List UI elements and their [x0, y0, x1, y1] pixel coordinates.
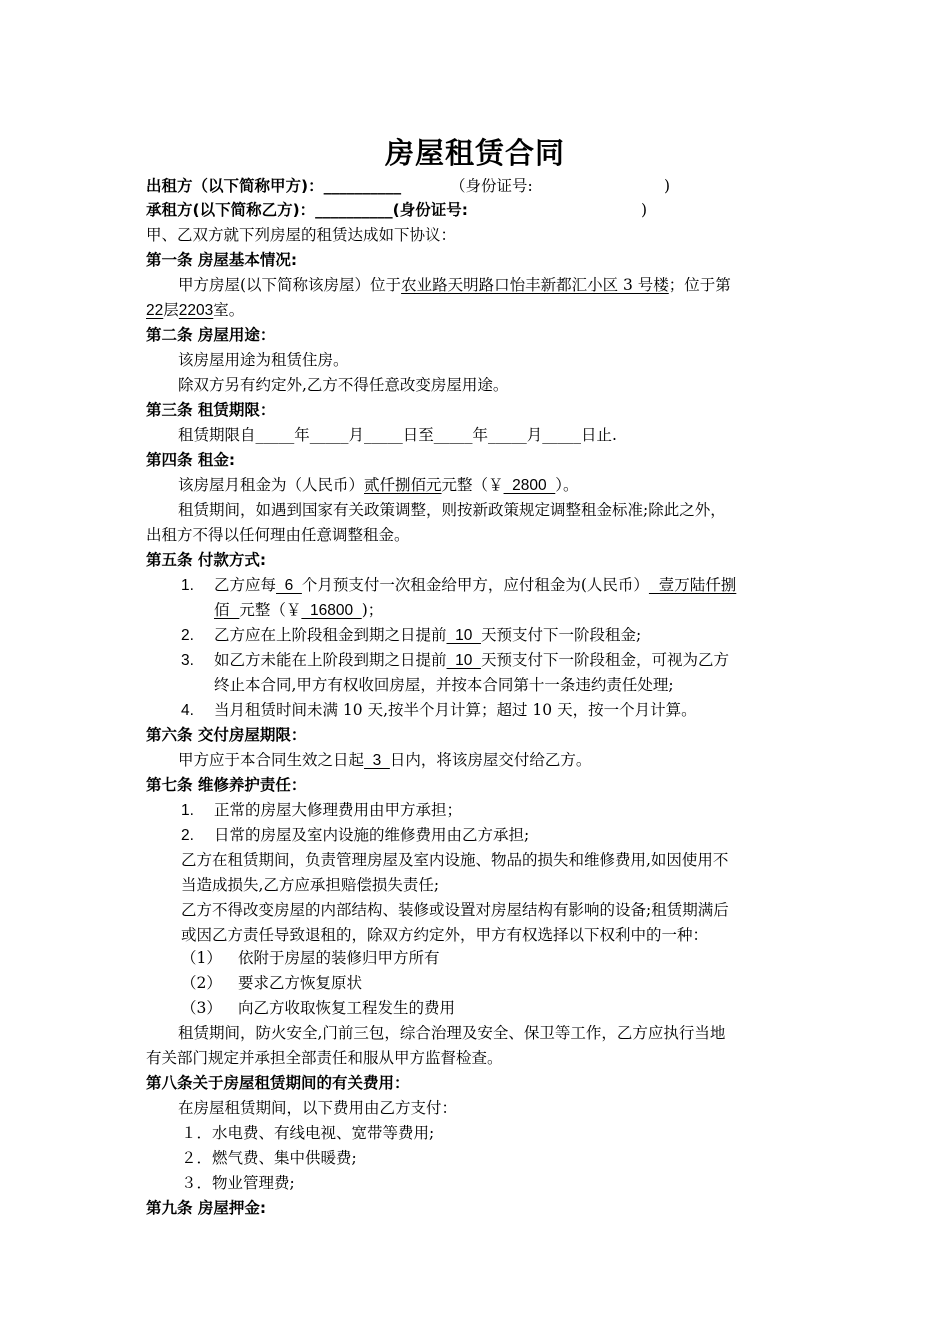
total-in-words-cont: 佰 — [214, 601, 240, 619]
option-number: （3） — [181, 999, 222, 1017]
room-number: 2203 — [178, 302, 214, 319]
party-a-id — [450, 174, 533, 199]
article-4-heading: 第四条 租金: — [146, 451, 236, 469]
total-amount: 16800 — [301, 602, 362, 619]
total-in-words: 壹万陆仟捌 — [648, 576, 737, 594]
text: 日内，将该房屋交付给乙方。 — [389, 751, 592, 769]
article-8-item-1: １．水电费、有线电视、宽带等费用; — [181, 1124, 435, 1142]
article-7-p1a: 乙方在租赁期间，负责管理房屋及室内设施、物品的损失和维修费用,如因使用不 — [181, 851, 729, 869]
article-7-item-1: 正常的房屋大修理费用由甲方承担； — [214, 801, 463, 819]
party-b-id-label: (身份证号: — [392, 201, 468, 219]
delivery-days: 3 — [364, 752, 390, 769]
item-number: 4. — [181, 702, 194, 719]
article-3-p1: 租赁期限自_____年_____月_____日至_____年_____月_____日止. — [178, 426, 617, 444]
article-5-item-2 — [214, 623, 641, 648]
party-b-blank: __________ — [315, 201, 393, 219]
option-number: （1） — [181, 949, 222, 967]
article-5-item-4: 当月租赁时间未满 10 天,按半个月计算；超过 10 天，按一个月计算。 — [214, 701, 697, 719]
text: 天预支付下一阶段租金，可视为乙方 — [480, 651, 729, 669]
party-b-line — [146, 198, 468, 223]
article-7-option-3: 向乙方收取恢复工程发生的费用 — [238, 999, 456, 1017]
address: 农业路天明路口怡丰新都汇小区 3 号楼 — [401, 276, 669, 294]
text: 元整（￥ — [441, 476, 504, 494]
article-8-item-3: ３．物业管理费; — [181, 1174, 295, 1192]
text: 甲方房屋(以下简称该房屋）位于 — [178, 276, 402, 294]
text: ）。 — [555, 476, 579, 494]
party-a-label: 出租方（以下简称甲方)： — [146, 177, 324, 195]
article-5-item-1 — [214, 573, 736, 598]
article-8-p1: 在房屋租赁期间，以下费用由乙方支付： — [178, 1099, 458, 1117]
text: 甲方应于本合同生效之日起 — [178, 751, 365, 769]
advance-days: 10 — [446, 627, 481, 644]
article-3-heading: 第三条 租赁期限： — [146, 401, 276, 419]
rent-in-words: 贰仟捌佰元 — [364, 476, 442, 494]
article-4-p1 — [178, 473, 579, 498]
item-number: 2. — [181, 827, 194, 844]
contract-title: 房屋租赁合同 — [384, 136, 565, 170]
text: ；位于第 — [668, 276, 731, 294]
item-number: 1. — [181, 802, 194, 819]
article-5-heading: 第五条 付款方式: — [146, 551, 267, 569]
article-4-p2a: 租赁期间，如遇到国家有关政策调整，则按新政策规定调整租金标准;除此之外， — [178, 501, 726, 519]
party-a-line — [146, 174, 401, 199]
option-number: （2） — [181, 974, 222, 992]
party-a-id-label: （身份证号: — [450, 177, 533, 195]
item-number: 1. — [181, 577, 194, 594]
text: 如乙方未能在上阶段到期之日提前 — [214, 651, 447, 669]
article-7-p2a: 乙方不得改变房屋的内部结构、装修或设置对房屋结构有影响的设备;租赁期满后 — [181, 901, 729, 919]
article-5-item-3b: 终止本合同,甲方有权收回房屋，并按本合同第十一条违约责任处理; — [214, 676, 674, 694]
party-b-label: 承租方(以下简称乙方)： — [146, 201, 316, 219]
intro-text: 甲、乙双方就下列房屋的租赁达成如下协议： — [146, 226, 457, 244]
article-8-heading: 第八条关于房屋租赁期间的有关费用： — [146, 1074, 410, 1092]
payment-months: 6 — [276, 577, 302, 594]
article-7-p3a: 租赁期间，防火安全,门前三包，综合治理及安全、保卫等工作，乙方应执行当地 — [178, 1024, 726, 1042]
text: 室。 — [213, 301, 245, 319]
article-7-option-1: 依附于房屋的装修归甲方所有 — [238, 949, 440, 967]
text: 层 — [163, 301, 179, 319]
article-5-item-3 — [214, 648, 729, 673]
article-7-p1b: 当造成损失,乙方应承担赔偿损失责任; — [181, 876, 440, 894]
item-number: 2. — [181, 627, 194, 644]
article-7-p3b: 有关部门规定并承担全部责任和服从甲方监督检查。 — [146, 1049, 503, 1067]
article-4-p2b: 出租方不得以任何理由任意调整租金。 — [146, 526, 410, 544]
article-6-heading: 第六条 交付房屋期限： — [146, 726, 307, 744]
party-b-id-close: ) — [641, 201, 648, 219]
text: 天预支付下一阶段租金; — [480, 626, 642, 644]
article-7-item-2: 日常的房屋及室内设施的维修费用由乙方承担; — [214, 826, 530, 844]
article-1-heading: 第一条 房屋基本情况: — [146, 251, 298, 269]
article-7-p2b: 或因乙方责任导致退租的，除双方约定外，甲方有权选择以下权利中的一种： — [181, 926, 709, 944]
article-2-p2: 除双方另有约定外,乙方不得任意改变房屋用途。 — [178, 376, 509, 394]
advance-days: 10 — [446, 652, 481, 669]
article-6-p1 — [178, 748, 591, 773]
text: 该房屋月租金为（人民币） — [178, 476, 365, 494]
text: )； — [361, 601, 384, 619]
article-2-p1: 该房屋用途为租赁住房。 — [178, 351, 349, 369]
party-a-blank: __________ — [323, 177, 402, 195]
item-number: 3. — [181, 652, 194, 669]
article-2-heading: 第二条 房屋用途： — [146, 326, 276, 344]
article-7-heading: 第七条 维修养护责任： — [146, 776, 307, 794]
article-7-option-2: 要求乙方恢复原状 — [238, 974, 363, 992]
floor-number: 22 — [146, 302, 164, 319]
article-1-p1b — [146, 298, 244, 323]
text: 乙方应在上阶段租金到期之日提前 — [214, 626, 447, 644]
article-8-item-2: ２．燃气费、集中供暖费; — [181, 1149, 357, 1167]
text: 元整（￥ — [239, 601, 302, 619]
article-1-p1 — [178, 273, 731, 298]
article-9-heading: 第九条 房屋押金: — [146, 1199, 267, 1217]
party-a-id-close: ) — [664, 177, 671, 195]
rent-amount: 2800 — [503, 477, 556, 494]
article-5-item-1b — [214, 598, 383, 623]
text: 个月预支付一次租金给甲方，应付租金为(人民币） — [301, 576, 649, 594]
text: 乙方应每 — [214, 576, 277, 594]
